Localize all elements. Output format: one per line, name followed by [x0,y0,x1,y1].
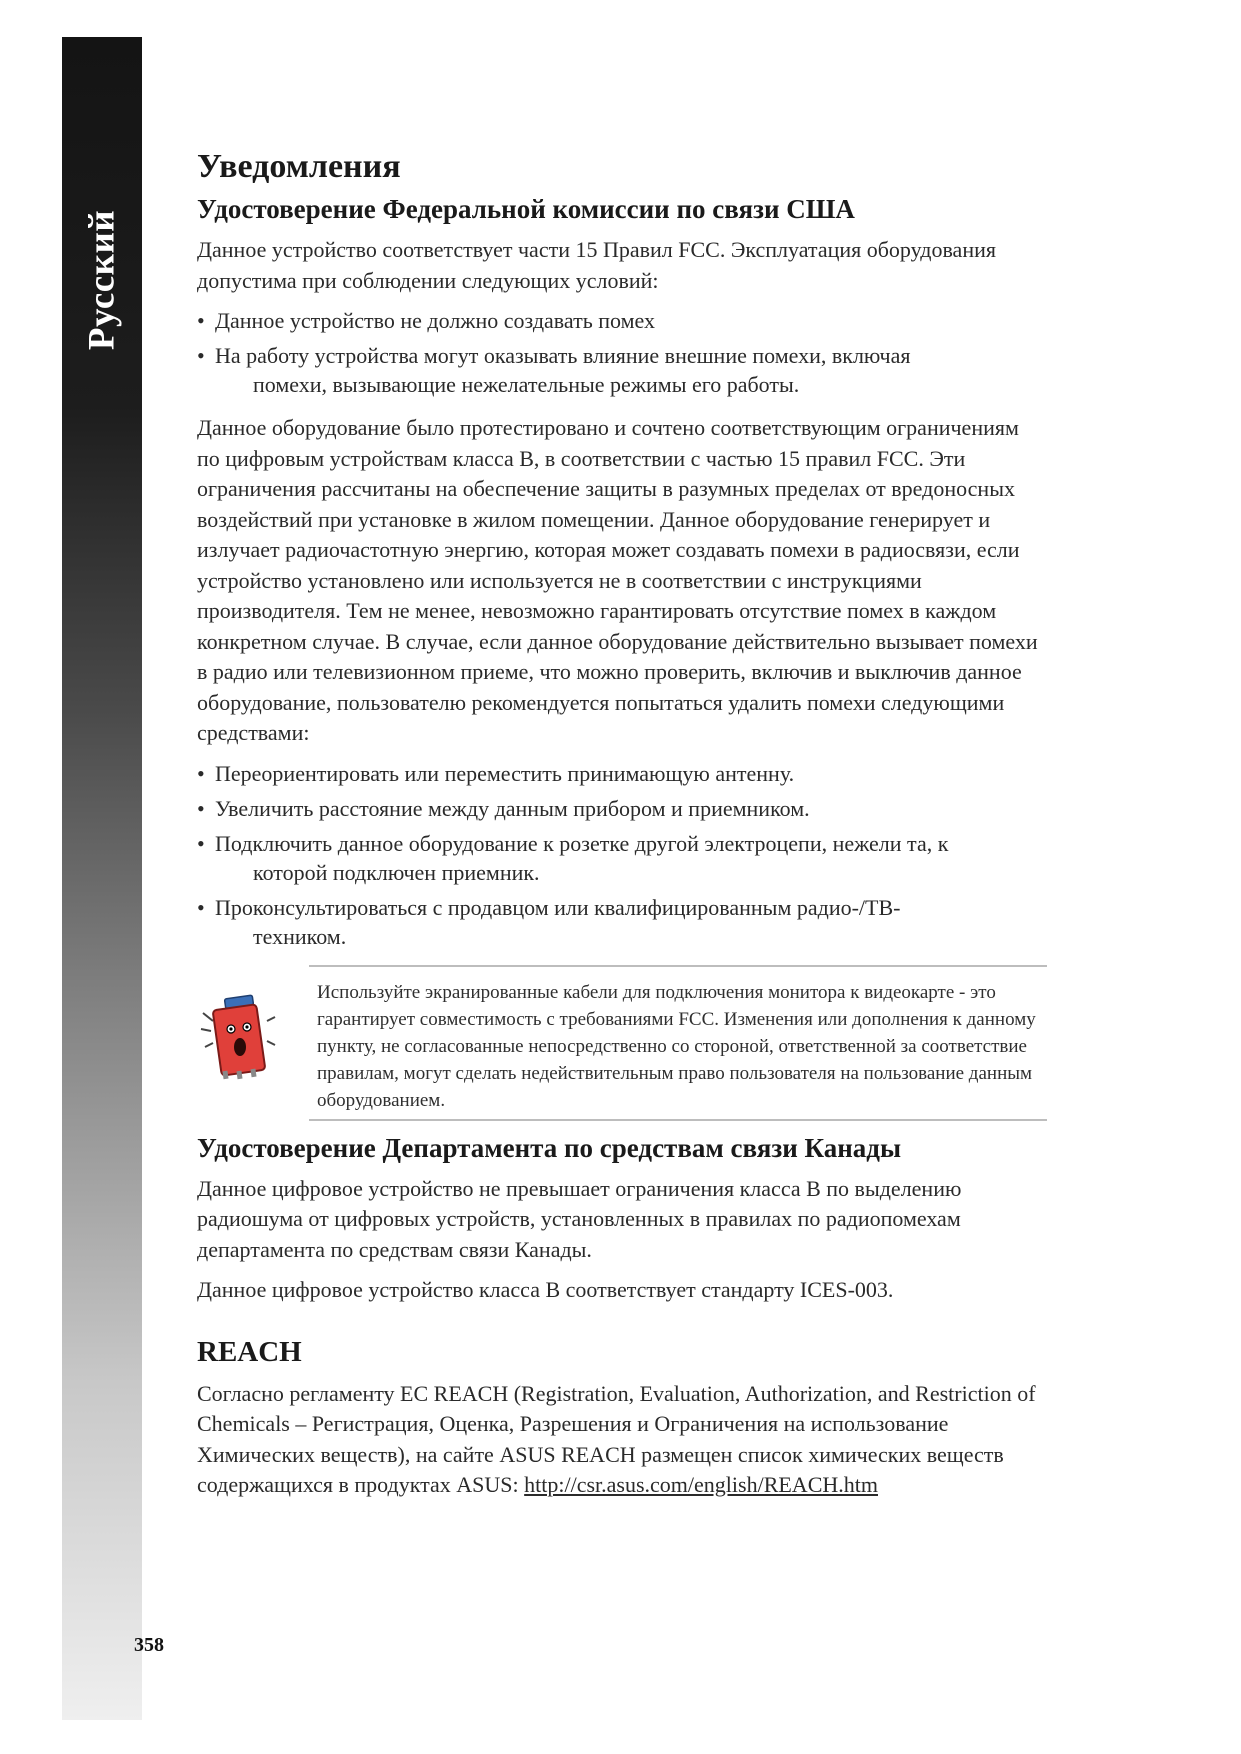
list-item [197,794,1047,823]
bullet-icon: • [197,760,205,786]
reach-paragraph [197,1379,1047,1501]
fcc-heading: Удостоверение Федеральной комиссии по связи США [197,194,855,224]
list-item-text: Подключить данное оборудование к розетке другой электроцепи, нежели та, к [215,830,949,856]
list-item [197,829,1047,887]
list-item-text: На работу устройства могут оказывать влияние внешние помехи, включая [215,343,911,368]
list-item-text: Увеличить расстояние между данным прибором и приемником. [215,795,810,821]
fcc-intro: Данное устройство соответствует части 15 Правил FCC. Эксплуатация оборудования допустима при соблюдении следующих условий: [197,237,996,293]
list-item-continuation: техником. [253,923,347,949]
list-item [197,306,1047,335]
reach-heading: REACH [197,1335,302,1368]
canada-paragraph-2: Данное цифровое устройство класса B соответствует стандарту ICES-003. [197,1277,894,1302]
list-item [197,759,1047,788]
bullet-icon: • [197,308,205,333]
list-item-text: Переориентировать или переместить принимающую антенну. [215,760,795,786]
warning-card-icon [197,991,277,1091]
note-text: Используйте экранированные кабели для подключения монитора к видеокарте - это гарантирует совместимость с требованиями FCC. Изменения или дополнения к данному пункту, не согласованные непосредственно со стороной, ответственной за соответствие правилам, могут сделать недействительным право пользователя на пользование данным оборудованием. [317,981,1036,1111]
bullet-icon: • [197,894,205,920]
fcc-note [197,965,1047,1121]
fcc-statement: Данное оборудование было протестировано и сочтено соответствующим ограничениям по цифровым устройствам класса B, в соответствии с частью 15 правил FCC. Эти ограничения рассчитаны на обеспечение защиты в разумных пределах от вредоносных воздействий при установке в жилом помещении. Данное оборудование генерирует и излучает радиочастотную энергию, которая может создавать помехи в радиосвязи, если устройство установлено или используется не в соответствии с инструкциями производителя. Тем не менее, невозможно гарантировать отсутствие помех в каждом конкретном случае. В случае, если данное оборудование действительно вызывает помехи в радио или телевизионном приеме, что можно проверить, включив и выключив данное оборудование, пользователю рекомендуется попытаться удалить помехи следующими средствами: [197,415,1038,745]
main-content [197,140,1047,1511]
list-item [197,341,1047,399]
bullet-icon: • [197,830,205,856]
canada-paragraph-1: Данное цифровое устройство не превышает ограничения класса B по выделению радиошума от цифровых устройств, установленных в правилах по радиопомехам департамента по средствам связи Канады. [197,1175,962,1262]
bullet-icon: • [197,795,205,821]
list-item-continuation: которой подключен приемник. [253,859,540,885]
fcc-conditions-list [197,306,1047,399]
reach-text: Согласно регламенту ЕС REACH (Registration, Evaluation, Authorization, and Restriction of Chemicals – Регистрация, Оценка, Разрешения и Ограничения на использование Химических веществ), на сайте ASUS REACH размещен список химических веществ содержащихся в продуктах ASUS: [197,1380,1036,1497]
language-label: Русский [81,209,123,351]
fcc-measures-list [197,759,1047,951]
list-item-text: Данное устройство не должно создавать помех [215,308,655,333]
bullet-icon: • [197,343,205,368]
list-item-continuation: помехи, вызывающие нежелательные режимы его работы. [253,372,800,397]
list-item [197,893,1047,951]
note-box [309,965,1047,1121]
page-number: 358 [134,1634,164,1656]
reach-link[interactable]: http://csr.asus.com/english/REACH.htm [524,1472,878,1497]
page-title: Уведомления [197,148,401,185]
canada-heading: Удостоверение Департамента по средствам связи Канады [197,1132,902,1163]
list-item-text: Проконсультироваться с продавцом или квалифицированным радио-/ТВ- [215,894,901,920]
